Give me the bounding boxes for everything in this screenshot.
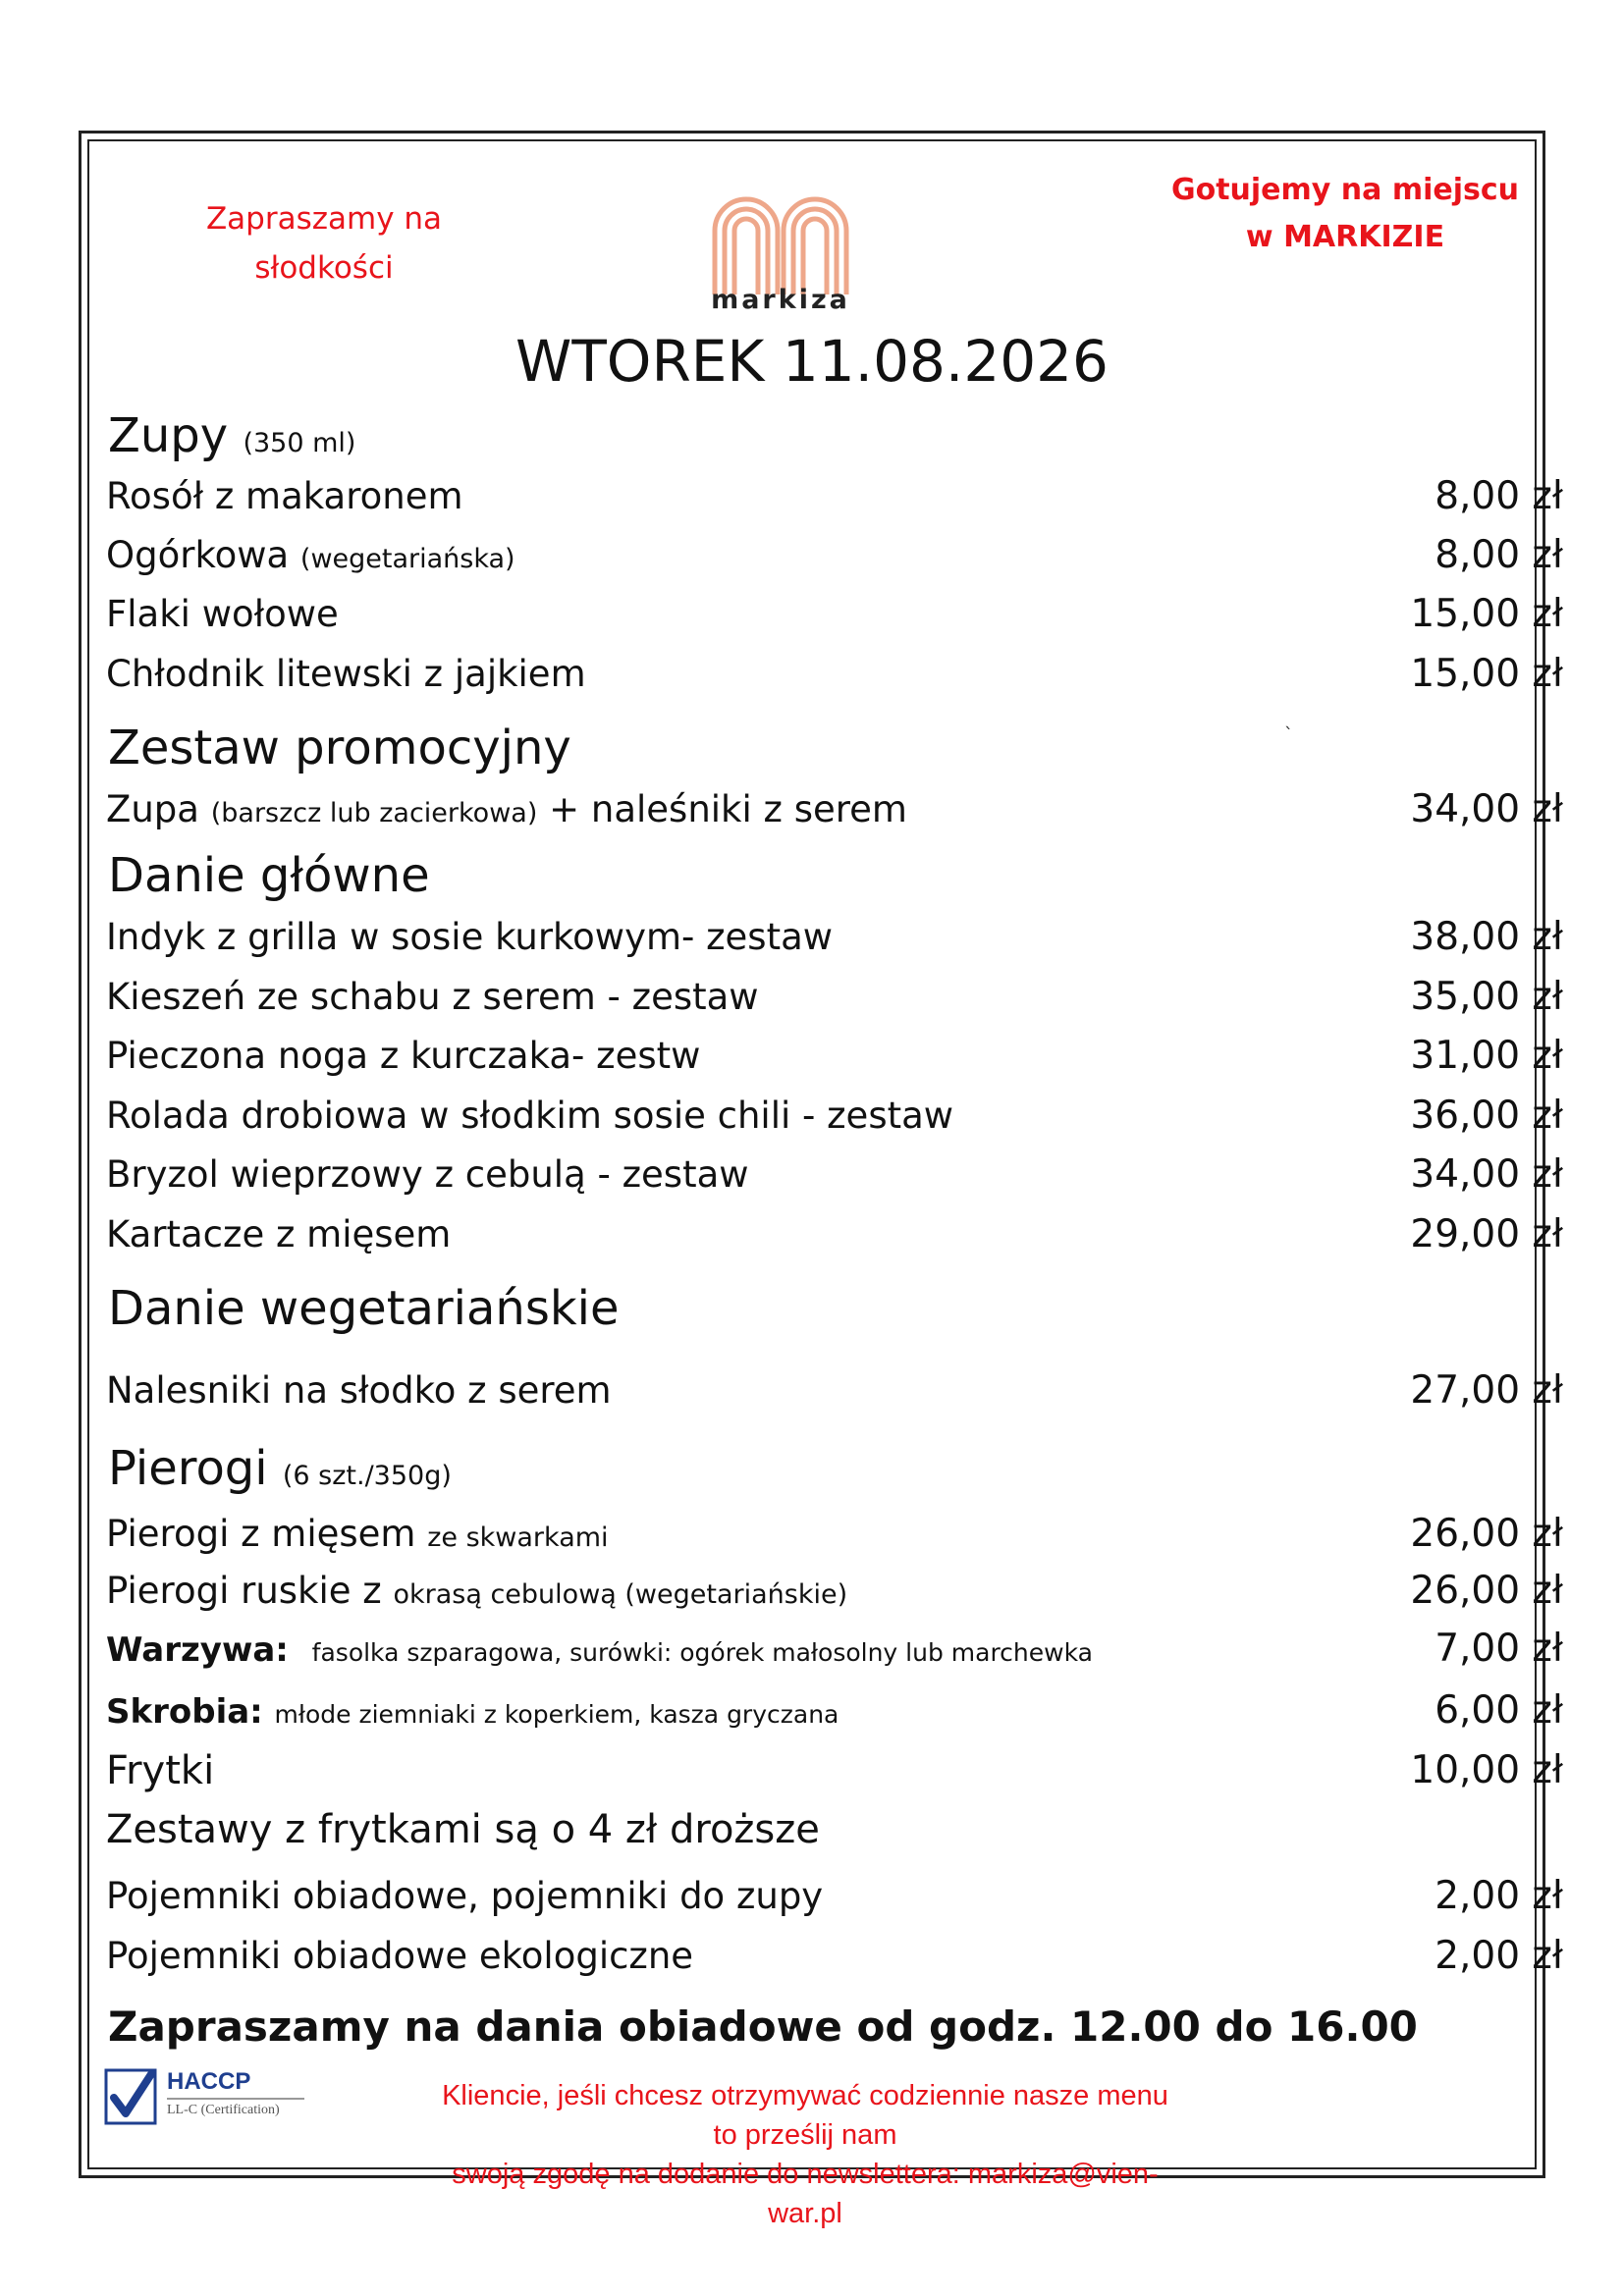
dish-price: 15,00 zł (1410, 592, 1563, 636)
cook-on-site-note (1149, 167, 1542, 261)
cook-note-line1: Gotujemy na miejscu (1170, 173, 1520, 207)
price-cell (1269, 1927, 1563, 1986)
price-cell (1269, 780, 1563, 839)
dish-price: 27,00 zł (1410, 1368, 1563, 1413)
dish-name: Rosół z makaronem (106, 475, 463, 517)
price-cell (1269, 645, 1563, 704)
dish-note: młode ziemniaki z koperkiem, kasza gryczana (274, 1700, 839, 1729)
haccp-subtitle: LL-C (Certification) (167, 2103, 280, 2117)
dish-name: Indyk z grilla w sosie kurkowym- zestaw (106, 916, 834, 958)
price-cell (1269, 1741, 1563, 1800)
section-title: Danie wegetariańskie (108, 1281, 620, 1336)
dish-name: Pieczona noga z kurczaka- zestw (106, 1035, 701, 1077)
section-danie-heading (108, 844, 430, 907)
dish-name: Frytki (106, 1748, 215, 1793)
price-cell (1269, 1505, 1563, 1564)
price-cell (1269, 1620, 1563, 1679)
section-note: (350 ml) (243, 428, 356, 458)
price-cell (1269, 1205, 1563, 1264)
price-cell (1269, 968, 1563, 1027)
dish-price: 35,00 zł (1410, 975, 1563, 1019)
dish-name-wrap (106, 1562, 847, 1625)
dish-price: 26,00 zł (1410, 1569, 1563, 1613)
section-title: Zupy (108, 408, 229, 463)
dish-price: 2,00 zł (1435, 1934, 1563, 1978)
sweets-invitation-line2: słodkości (254, 250, 394, 286)
cook-note-line2: w MARKIZIE (1245, 220, 1445, 254)
dish-price: 6,00 zł (1435, 1688, 1563, 1733)
haccp-badge (104, 2068, 310, 2127)
haccp-check-icon (104, 2068, 159, 2125)
price-cell (1269, 908, 1563, 967)
price-cell (1269, 467, 1563, 526)
sweets-invitation-line1: Zapraszamy na (205, 201, 443, 237)
haccp-divider (167, 2098, 304, 2100)
dish-name-rest: + naleśniki z serem (549, 788, 907, 830)
price-cell (1269, 1682, 1563, 1740)
dish-name-wrap (106, 1505, 609, 1568)
section-note: (6 szt./350g) (282, 1461, 452, 1491)
section-zestaw-heading (108, 717, 571, 779)
dish-price: 15,00 zł (1410, 652, 1563, 696)
price-cell (1269, 1362, 1563, 1420)
price-cell (1269, 585, 1563, 644)
dish-name: Pierogi ruskie z (106, 1570, 382, 1612)
dish-price: 34,00 zł (1410, 1152, 1563, 1197)
section-wege-heading (108, 1277, 620, 1340)
dish-name: Pojemniki obiadowe, pojemniki do zupy (106, 1875, 824, 1917)
section-title: Zestaw promocyjny (108, 721, 571, 775)
dish-price: 29,00 zł (1410, 1212, 1563, 1256)
section-pierogi-heading (108, 1437, 452, 1508)
dish-note: (wegetariańska) (299, 544, 515, 574)
price-cell (1269, 526, 1563, 585)
section-zupy-heading (108, 404, 355, 475)
dish-name: Pierogi z mięsem (106, 1513, 416, 1555)
dish-note: ze skwarkami (427, 1522, 609, 1553)
haccp-title: HACCP (167, 2068, 251, 2095)
price-cell (1269, 1562, 1563, 1621)
category-label: Warzywa: (106, 1630, 289, 1670)
section-title: Pierogi (108, 1441, 268, 1496)
dish-price: 34,00 zł (1410, 787, 1563, 831)
menu-note-row (106, 1800, 1567, 1859)
dish-price: 38,00 zł (1410, 915, 1563, 959)
dish-note: fasolka szparagowa, surówki: ogórek małosolny lub marchewka (311, 1638, 1093, 1667)
dish-name-wrap (106, 526, 515, 589)
dish-name-wrap (106, 1682, 839, 1744)
page-title: WTOREK 11.08.2026 (515, 328, 1109, 395)
section-title: Danie główne (108, 848, 430, 903)
dish-price: 2,00 zł (1435, 1874, 1563, 1918)
dish-name: Kartacze z mięsem (106, 1213, 452, 1255)
dish-name: Ogórkowa (106, 534, 290, 576)
category-label: Skrobia: (106, 1692, 263, 1732)
stray-mark: ` (1284, 724, 1293, 745)
dish-name: Pojemniki obiadowe ekologiczne (106, 1935, 694, 1977)
dish-price: 36,00 zł (1410, 1094, 1563, 1138)
dish-price: 31,00 zł (1410, 1034, 1563, 1078)
dish-name: Zupa (106, 788, 199, 830)
dish-name: Rolada drobiowa w słodkim sosie chili - zestaw (106, 1095, 954, 1137)
price-cell (1269, 1146, 1563, 1204)
dish-name-wrap (106, 780, 907, 843)
dish-name: Chłodnik litewski z jajkiem (106, 653, 586, 695)
newsletter-note (432, 2076, 1178, 2233)
dish-name: Bryzol wieprzowy z cebulą - zestaw (106, 1153, 749, 1196)
price-cell (1269, 1087, 1563, 1146)
dish-name-wrap (106, 1620, 1093, 1682)
opening-hours: Zapraszamy na dania obiadowe od godz. 12.00 do 16.00 (108, 2002, 1418, 2051)
price-cell (1269, 1027, 1563, 1086)
dish-price: 7,00 zł (1435, 1627, 1563, 1671)
dish-name: Flaki wołowe (106, 593, 339, 635)
newsletter-line2: swoją zgodę na dodanie do newslettera: markiza@vien-war.pl (452, 2159, 1159, 2229)
dish-note: (barszcz lub zacierkowa) (210, 798, 538, 828)
dish-note: okrasą cebulową (wegetariańskie) (393, 1579, 848, 1610)
dish-name: Nalesniki na słodko z serem (106, 1369, 612, 1412)
sweets-invitation (177, 194, 471, 293)
newsletter-line1: Kliencie, jeśli chcesz otrzymywać codziennie nasze menu to prześlij nam (442, 2080, 1168, 2151)
dish-name: Kieszeń ze schabu z serem - zestaw (106, 976, 759, 1018)
dish-price: 8,00 zł (1435, 474, 1563, 518)
price-cell (1269, 1867, 1563, 1926)
logo-wordmark: markiza (711, 285, 850, 315)
dish-price: 8,00 zł (1435, 533, 1563, 577)
dish-price: 26,00 zł (1410, 1512, 1563, 1556)
dish-price: 10,00 zł (1410, 1748, 1563, 1792)
fries-surcharge-note: Zestawy z frytkami są o 4 zł droższe (106, 1807, 820, 1852)
